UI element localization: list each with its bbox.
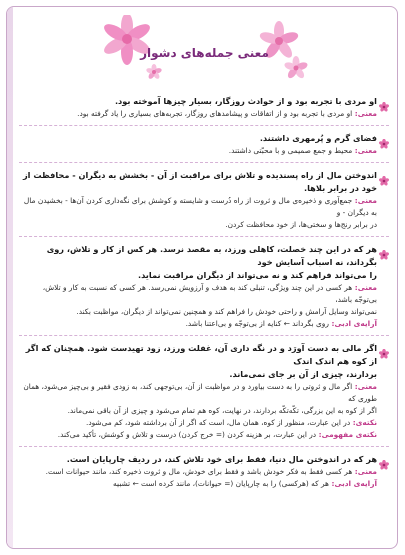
explanation-tag: آرایه‌ی ادبی:: [328, 479, 377, 488]
section-divider: [19, 335, 389, 336]
page-title: معنی جمله‌های دشوار: [140, 46, 269, 60]
content-area: [19, 95, 389, 495]
difficult-sentence-continued: را می‌تواند فراهم کند و نه می‌تواند از دیگران مراقبت نماید.: [137, 270, 377, 280]
difficult-sentence-continued: بردارند، چیزی از آن بر جای نمی‌ماند.: [229, 369, 377, 379]
difficult-sentence: فضای گرم و پُرمهری داشتند.: [259, 133, 377, 143]
explanation-line: [19, 381, 377, 405]
flower-bullet-icon: [379, 455, 389, 465]
explanation-line: [19, 306, 377, 318]
section-divider: [19, 125, 389, 126]
difficult-sentence: اندوختن مال از راه پسندیده و تلاش برای مراقبت از آن - بخشش به دیگران - محافظت از خود در برابر بلاها.: [22, 170, 377, 193]
sentence-item: [19, 169, 389, 231]
flower-bullet-icon: [379, 134, 389, 144]
flower-bullet-icon: [379, 97, 389, 107]
explanation-text: اگر از کوه به این بزرگی، تکّه‌تکّه بردارند، در نهایت، کوه هم تمام می‌شود و چیزی از آن باقی نمی‌ماند.: [67, 406, 377, 415]
explanation-tag: معنی:: [352, 382, 377, 391]
explanation-text: در برابر رنج‌ها و سختی‌ها، از خود محافظت کردن.: [225, 220, 377, 229]
sentence-item: [19, 243, 389, 330]
explanation-text: روی بگرداند ← کنایه از بی‌توجّه و بی‌اعتنا باشد.: [185, 319, 329, 328]
explanation-tag: معنی:: [352, 146, 377, 155]
explanation-line: [19, 478, 377, 490]
explanation-text: هر کسی فقط به فکر خودش باشد و فقط برای خودش، مال و ثروت ذخیره کند، مانند حیوانات است.: [45, 467, 353, 476]
explanation-text: جمع‌آوری و ذخیره‌ی مال و ثروت از راه دُرست و شایسته و کوشش برای نگه‌داری کردن آن‌ها - بخشیدن مال به دیگران - و: [23, 196, 377, 217]
explanation-line: [19, 282, 377, 306]
difficult-sentence: او مردی با تجربه بود و از حوادث روزگار، بسیار چیزها آموخته بود.: [114, 96, 377, 106]
explanation-line: [19, 417, 377, 429]
flower-bullet-icon: [379, 344, 389, 354]
section-divider: [19, 446, 389, 447]
explanation-line: [19, 145, 377, 157]
explanation-line: [19, 405, 377, 417]
difficult-sentence: هر که در این چند خصلت، کاهلی ورزد، به مقصد نرسد. هر کس از کار و تلاش، روی بگرداند، نه اسباب آسایش خود: [46, 244, 377, 267]
sentence-item: [19, 132, 389, 157]
explanation-text: نمی‌تواند وسایل آرامش و راحتی خودش را فراهم کند و همچنین نمی‌تواند از دیگران، مواظبت بکند.: [76, 307, 377, 316]
sentence-item: [19, 453, 389, 490]
explanation-line: [19, 318, 377, 330]
page-header: [97, 15, 312, 80]
explanation-tag: معنی:: [352, 467, 377, 476]
sentence-item: [19, 95, 389, 120]
explanation-line: [19, 219, 377, 231]
explanation-tag: معنی:: [352, 283, 377, 292]
difficult-sentence: هر که در اندوختن مال دنیا، فقط برای خود تلاش کند، در ردیف چارپایان است.: [66, 454, 377, 464]
section-divider: [19, 162, 389, 163]
flower-icon: [145, 63, 163, 81]
explanation-text: در این عبارت، بر هزینه کردن (= خرج کردن) درست و تلاش و کوشش، تأکید می‌کند.: [57, 430, 317, 439]
sentence-item: [19, 342, 389, 441]
explanation-tag: آرایه‌ی ادبی:: [328, 319, 377, 328]
explanation-text: در این عبارت، منظور از کوه، همان مال، است که اگر از آن برداشته شود، کم می‌شود.: [85, 418, 351, 427]
explanation-text: محیط و جمع صمیمی و با محبّتی داشتند.: [228, 146, 353, 155]
explanation-tag: معنی:: [352, 196, 377, 205]
difficult-sentence: اگر مالی به دست آورَد و در نگه داری آن، غفلت ورزد، زود تهیدست شود. همچنان که اگر از کوه هم اندک اندک: [25, 343, 377, 366]
explanation-text: او مردی با تجربه بود و از اتفاقات و پیشامدهای روزگار، تجربه‌های بسیاری را یاد گرفته بود.: [77, 109, 353, 118]
explanation-line: [19, 429, 377, 441]
explanation-line: [19, 108, 377, 120]
explanation-tag: نکته‌ی مفهومی:: [316, 430, 377, 439]
page-side-band: [7, 7, 13, 548]
explanation-tag: معنی:: [352, 109, 377, 118]
flower-bullet-icon: [379, 171, 389, 181]
section-divider: [19, 236, 389, 237]
explanation-line: [19, 195, 377, 219]
explanation-text: هر کسی در این چند ویژگی، تنبلی کند به هدف و آرزویش نمی‌رسد. هر کسی که نسبت به کار و تلاش، بی‌توجّه باشد،: [42, 283, 377, 304]
flower-bullet-icon: [379, 245, 389, 255]
book-page: [6, 6, 398, 549]
explanation-text: هر که (هرکسی) را به چارپایان (= حیوانات)، مانند کرده است ← تشبیه: [113, 479, 329, 488]
explanation-text: اگر مال و ثروتی را به دست بیاورد و در مواظبت از آن، بی‌توجهی کند، به زودی فقیر و بی‌چیز می‌شود، همان طوری که: [23, 382, 377, 403]
explanation-line: [19, 466, 377, 478]
explanation-tag: نکته‌ی:: [350, 418, 377, 427]
